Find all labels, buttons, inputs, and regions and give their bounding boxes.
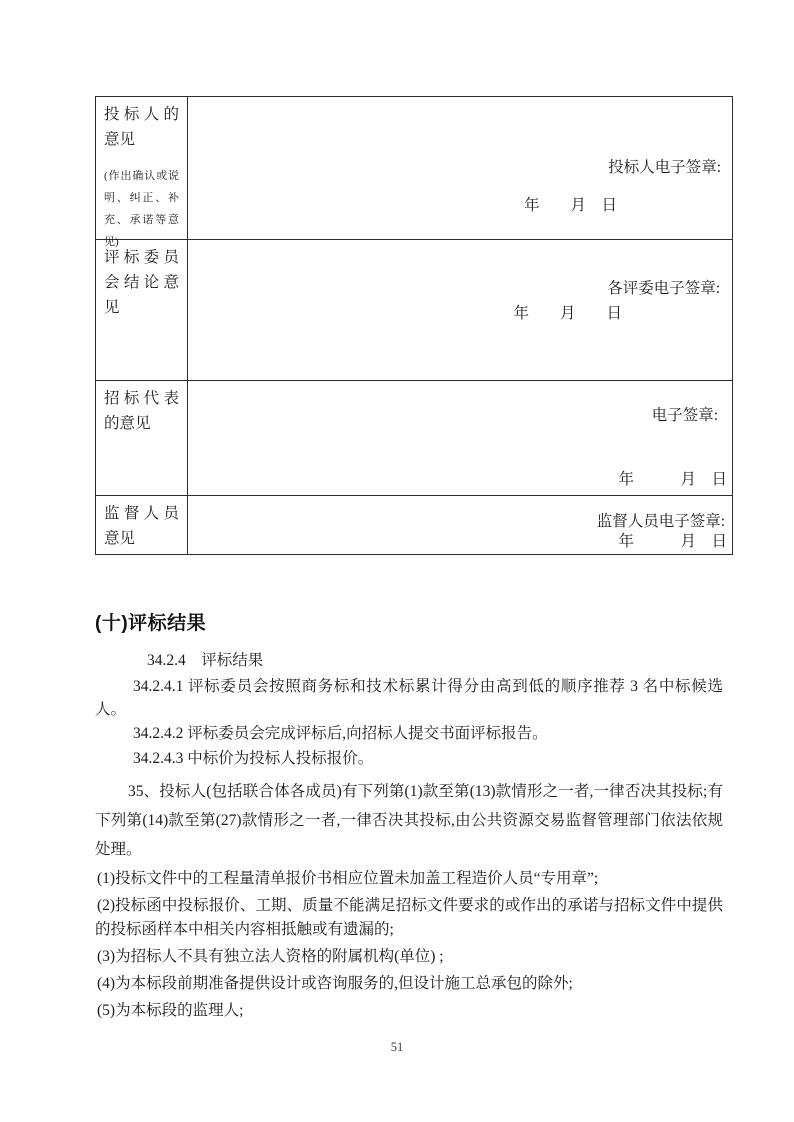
paragraph-clause-35: 35、投标人(包括联合体各成员)有下列第(1)款至第(13)款情形之一者,一律否决其投标;有下列第(14)款至第(27)款情形之一者,一律否决其投标,由公共资源交易监督管理部门依法依规处理。 — [95, 783, 723, 858]
row-label-text: 评标委员会结论意见 — [104, 249, 179, 316]
representative-signature-label: 电子签章: — [651, 407, 718, 424]
row-label-tender-representative — [96, 381, 188, 495]
page-content — [95, 96, 733, 1023]
row-label-note: (作出确认或说明、纠正、补充、承诺等意见) — [104, 170, 179, 248]
supervisor-date-line: 年 月 日 — [618, 533, 727, 550]
row-label-text: 招标代表的意见 — [104, 390, 179, 432]
row-label-supervisor-opinion — [96, 496, 188, 554]
row-label-text: 监督人员意见 — [104, 505, 179, 547]
clause-item-4: (4)为本标段前期准备提供设计或咨询服务的,但设计施工总承包的除外; — [97, 975, 573, 992]
cell-committee-conclusion — [188, 240, 732, 380]
table-row-bidder-opinion — [96, 97, 732, 248]
clause-item-1: (1)投标文件中的工程量清单报价书相应位置未加盖工程造价人员“专用章”; — [97, 870, 599, 887]
table-row-committee-conclusion — [96, 239, 732, 380]
cell-tender-representative — [188, 381, 732, 495]
paragraph-34-2-4-2: 34.2.4.2 评标委员会完成评标后,向招标人提交书面评标报告。 — [133, 725, 548, 742]
opinion-signature-table — [95, 96, 733, 555]
cell-supervisor-opinion — [188, 496, 732, 554]
bidder-signature-label: 投标人电子签章: — [608, 159, 721, 176]
table-row-supervisor-opinion — [96, 495, 732, 554]
clause-item-5: (5)为本标段的监理人; — [97, 1002, 244, 1019]
clause-item-3: (3)为招标人不具有独立法人资格的附属机构(单位) ; — [97, 948, 444, 965]
supervisor-signature-label: 监督人员电子签章: — [596, 513, 725, 530]
clause-item-2: (2)投标函中投标报价、工期、质量不能满足招标文件要求的或作出的承诺与招标文件中提供的投标函样本中相关内容相抵触或有遗漏的; — [95, 897, 723, 938]
row-label-bidder-opinion — [96, 97, 188, 248]
paragraph-34-2-4: 34.2.4 评标结果 — [147, 652, 264, 669]
evaluation-result-section — [95, 608, 723, 1023]
row-label-text: 投标人的意见 — [104, 106, 179, 148]
committee-signature-label: 各评委电子签章: — [607, 280, 720, 297]
bidder-date-line: 年 月 日 — [523, 197, 617, 214]
representative-date-line: 年 月 日 — [618, 471, 727, 488]
cell-bidder-opinion — [188, 97, 732, 239]
paragraph-34-2-4-1: 34.2.4.1 评标委员会按照商务标和技术标累计得分由高到低的顺序推荐 3 名中标候选人。 — [95, 678, 723, 718]
table-row-tender-representative — [96, 380, 732, 495]
committee-date-line: 年 月 日 — [513, 305, 622, 322]
row-label-committee-conclusion — [96, 240, 188, 380]
paragraph-34-2-4-3: 34.2.4.3 中标价为投标人投标报价。 — [133, 750, 374, 767]
section-heading: (十)评标结果 — [95, 613, 207, 634]
page-number: 51 — [390, 1040, 404, 1054]
